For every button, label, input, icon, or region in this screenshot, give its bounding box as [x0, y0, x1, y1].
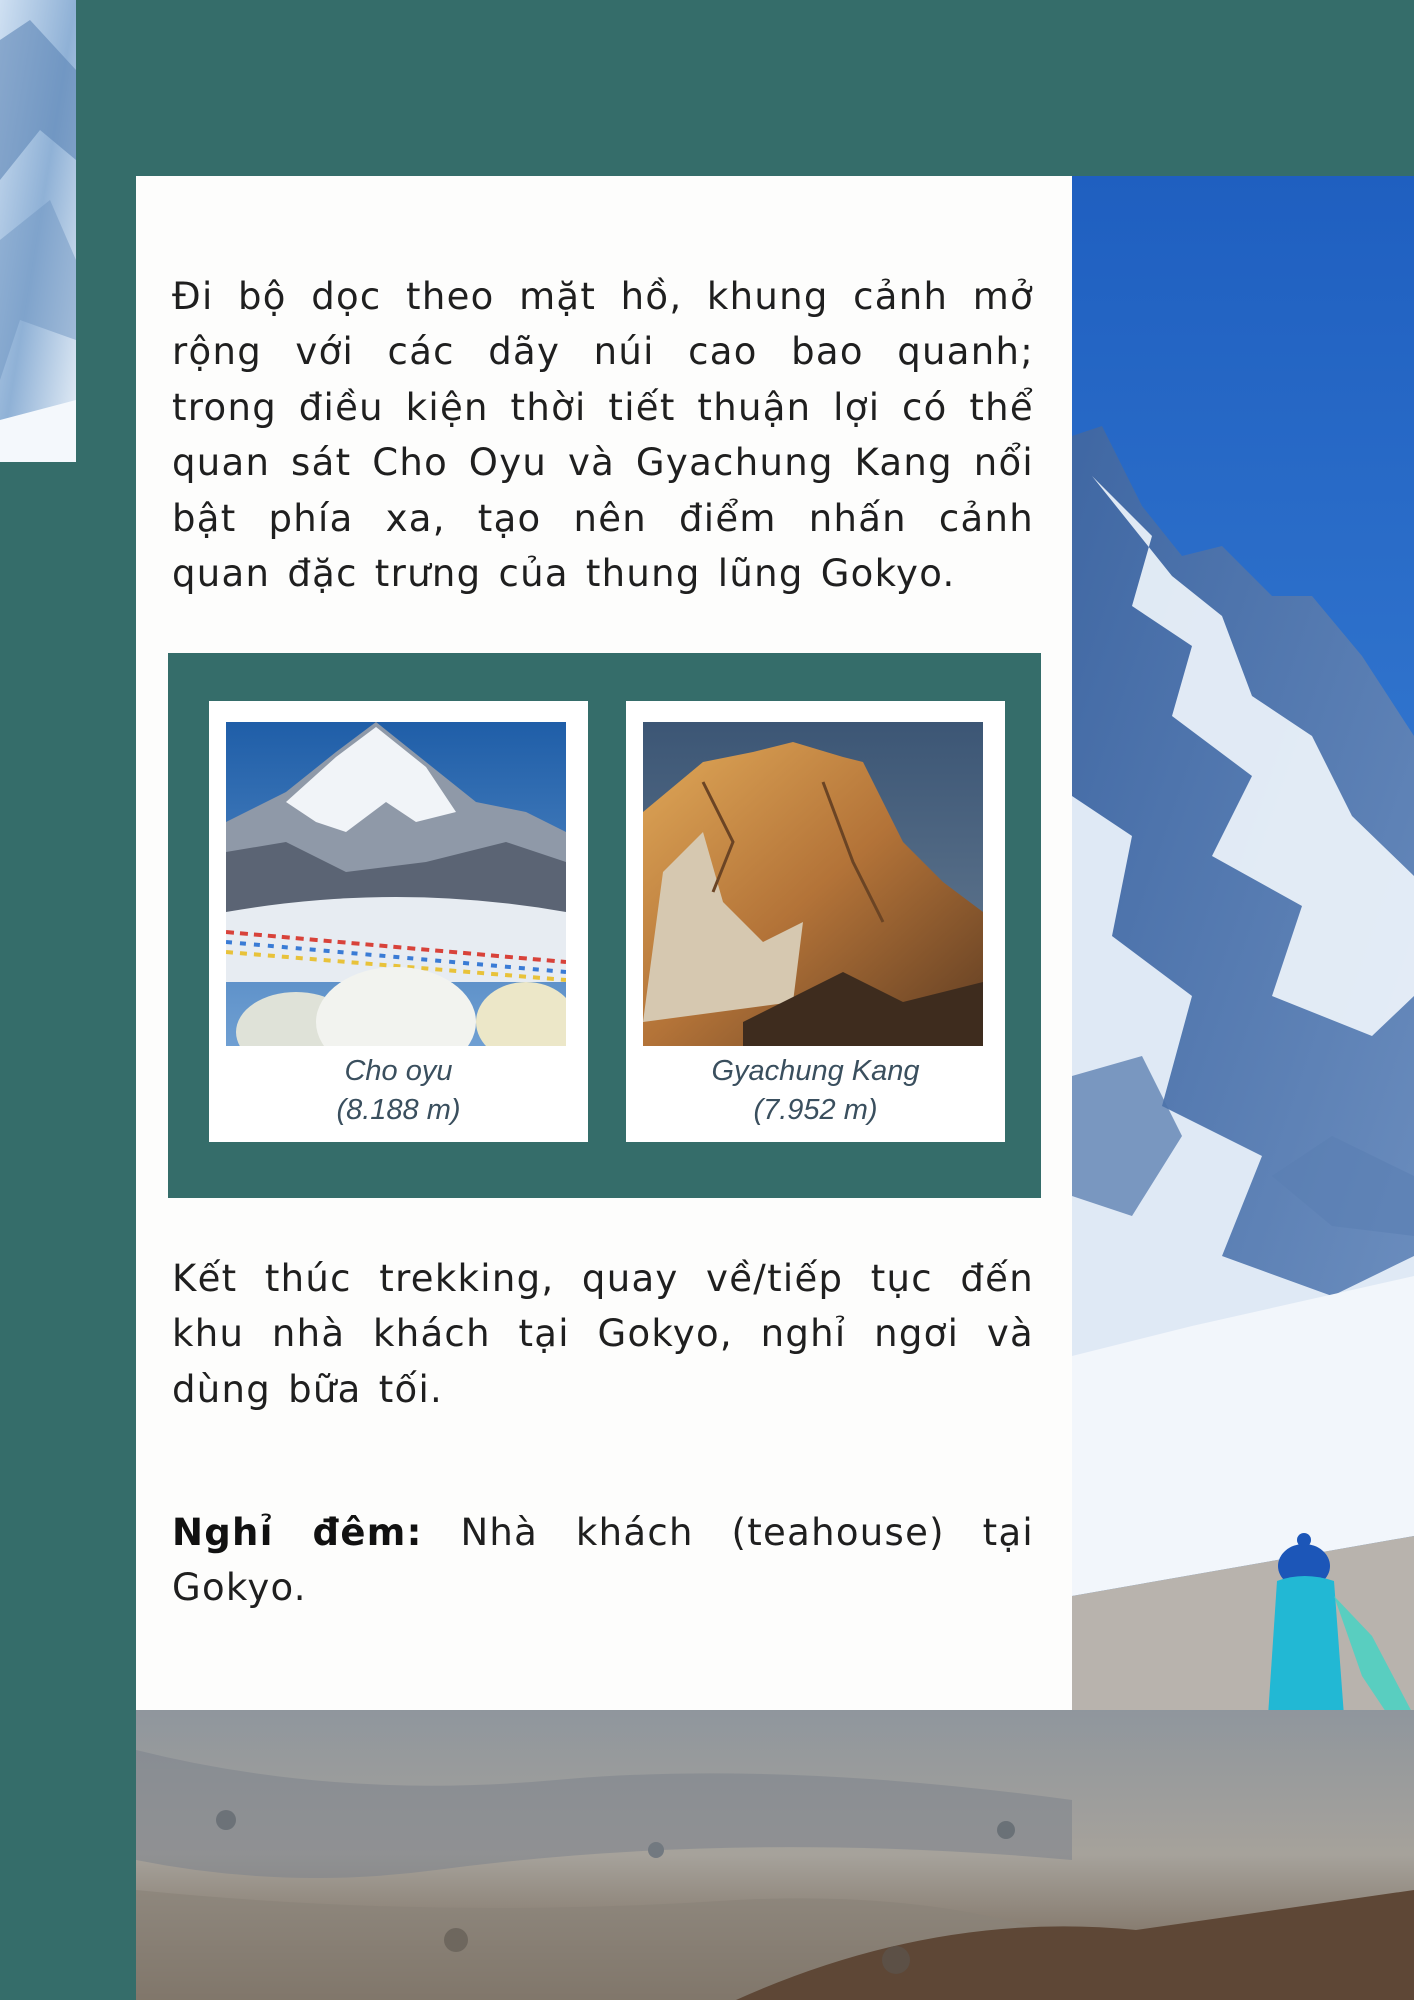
overnight-paragraph: [172, 1505, 1034, 1616]
gyachung-kang-name: Gyachung Kang: [711, 1055, 920, 1087]
content-card: [136, 176, 1072, 1710]
corner-mountain-image: [0, 0, 76, 462]
valley-background-image: [136, 1710, 1414, 2000]
intro-paragraph: Đi bộ dọc theo mặt hồ, khung cảnh mở rộng với các dãy núi cao bao quanh; trong điều kiện thời tiết thuận lợi có thể quan sát Cho Oyu và Gyachung Kang nổi bật phía xa, tạo nên điểm nhấn cảnh quan đặc trưng của thung lũng Gokyo.: [172, 275, 1034, 596]
trek-end-paragraph: Kết thúc trekking, quay về/tiếp tục đến khu nhà khách tại Gokyo, nghỉ ngơi và dùng bữa tối.: [172, 1257, 1034, 1411]
cho-oyu-photo: [226, 722, 566, 1046]
gyachung-kang-photo: [643, 722, 983, 1046]
cho-oyu-name: Cho oyu: [344, 1055, 453, 1087]
overnight-value: Nhà khách (teahouse) tại Gokyo.: [172, 1511, 1034, 1610]
peaks-photo-panel: [168, 653, 1041, 1198]
gyachung-kang-height: (7.952 m): [753, 1094, 878, 1126]
overnight-label: Nghỉ đêm:: [172, 1511, 423, 1554]
photo-card-gyachung-kang: [626, 701, 1005, 1142]
cho-oyu-height: (8.188 m): [336, 1094, 461, 1126]
gyachung-kang-caption: [626, 1052, 1005, 1130]
photo-card-cho-oyu: [209, 701, 588, 1142]
cho-oyu-caption: [209, 1052, 588, 1130]
